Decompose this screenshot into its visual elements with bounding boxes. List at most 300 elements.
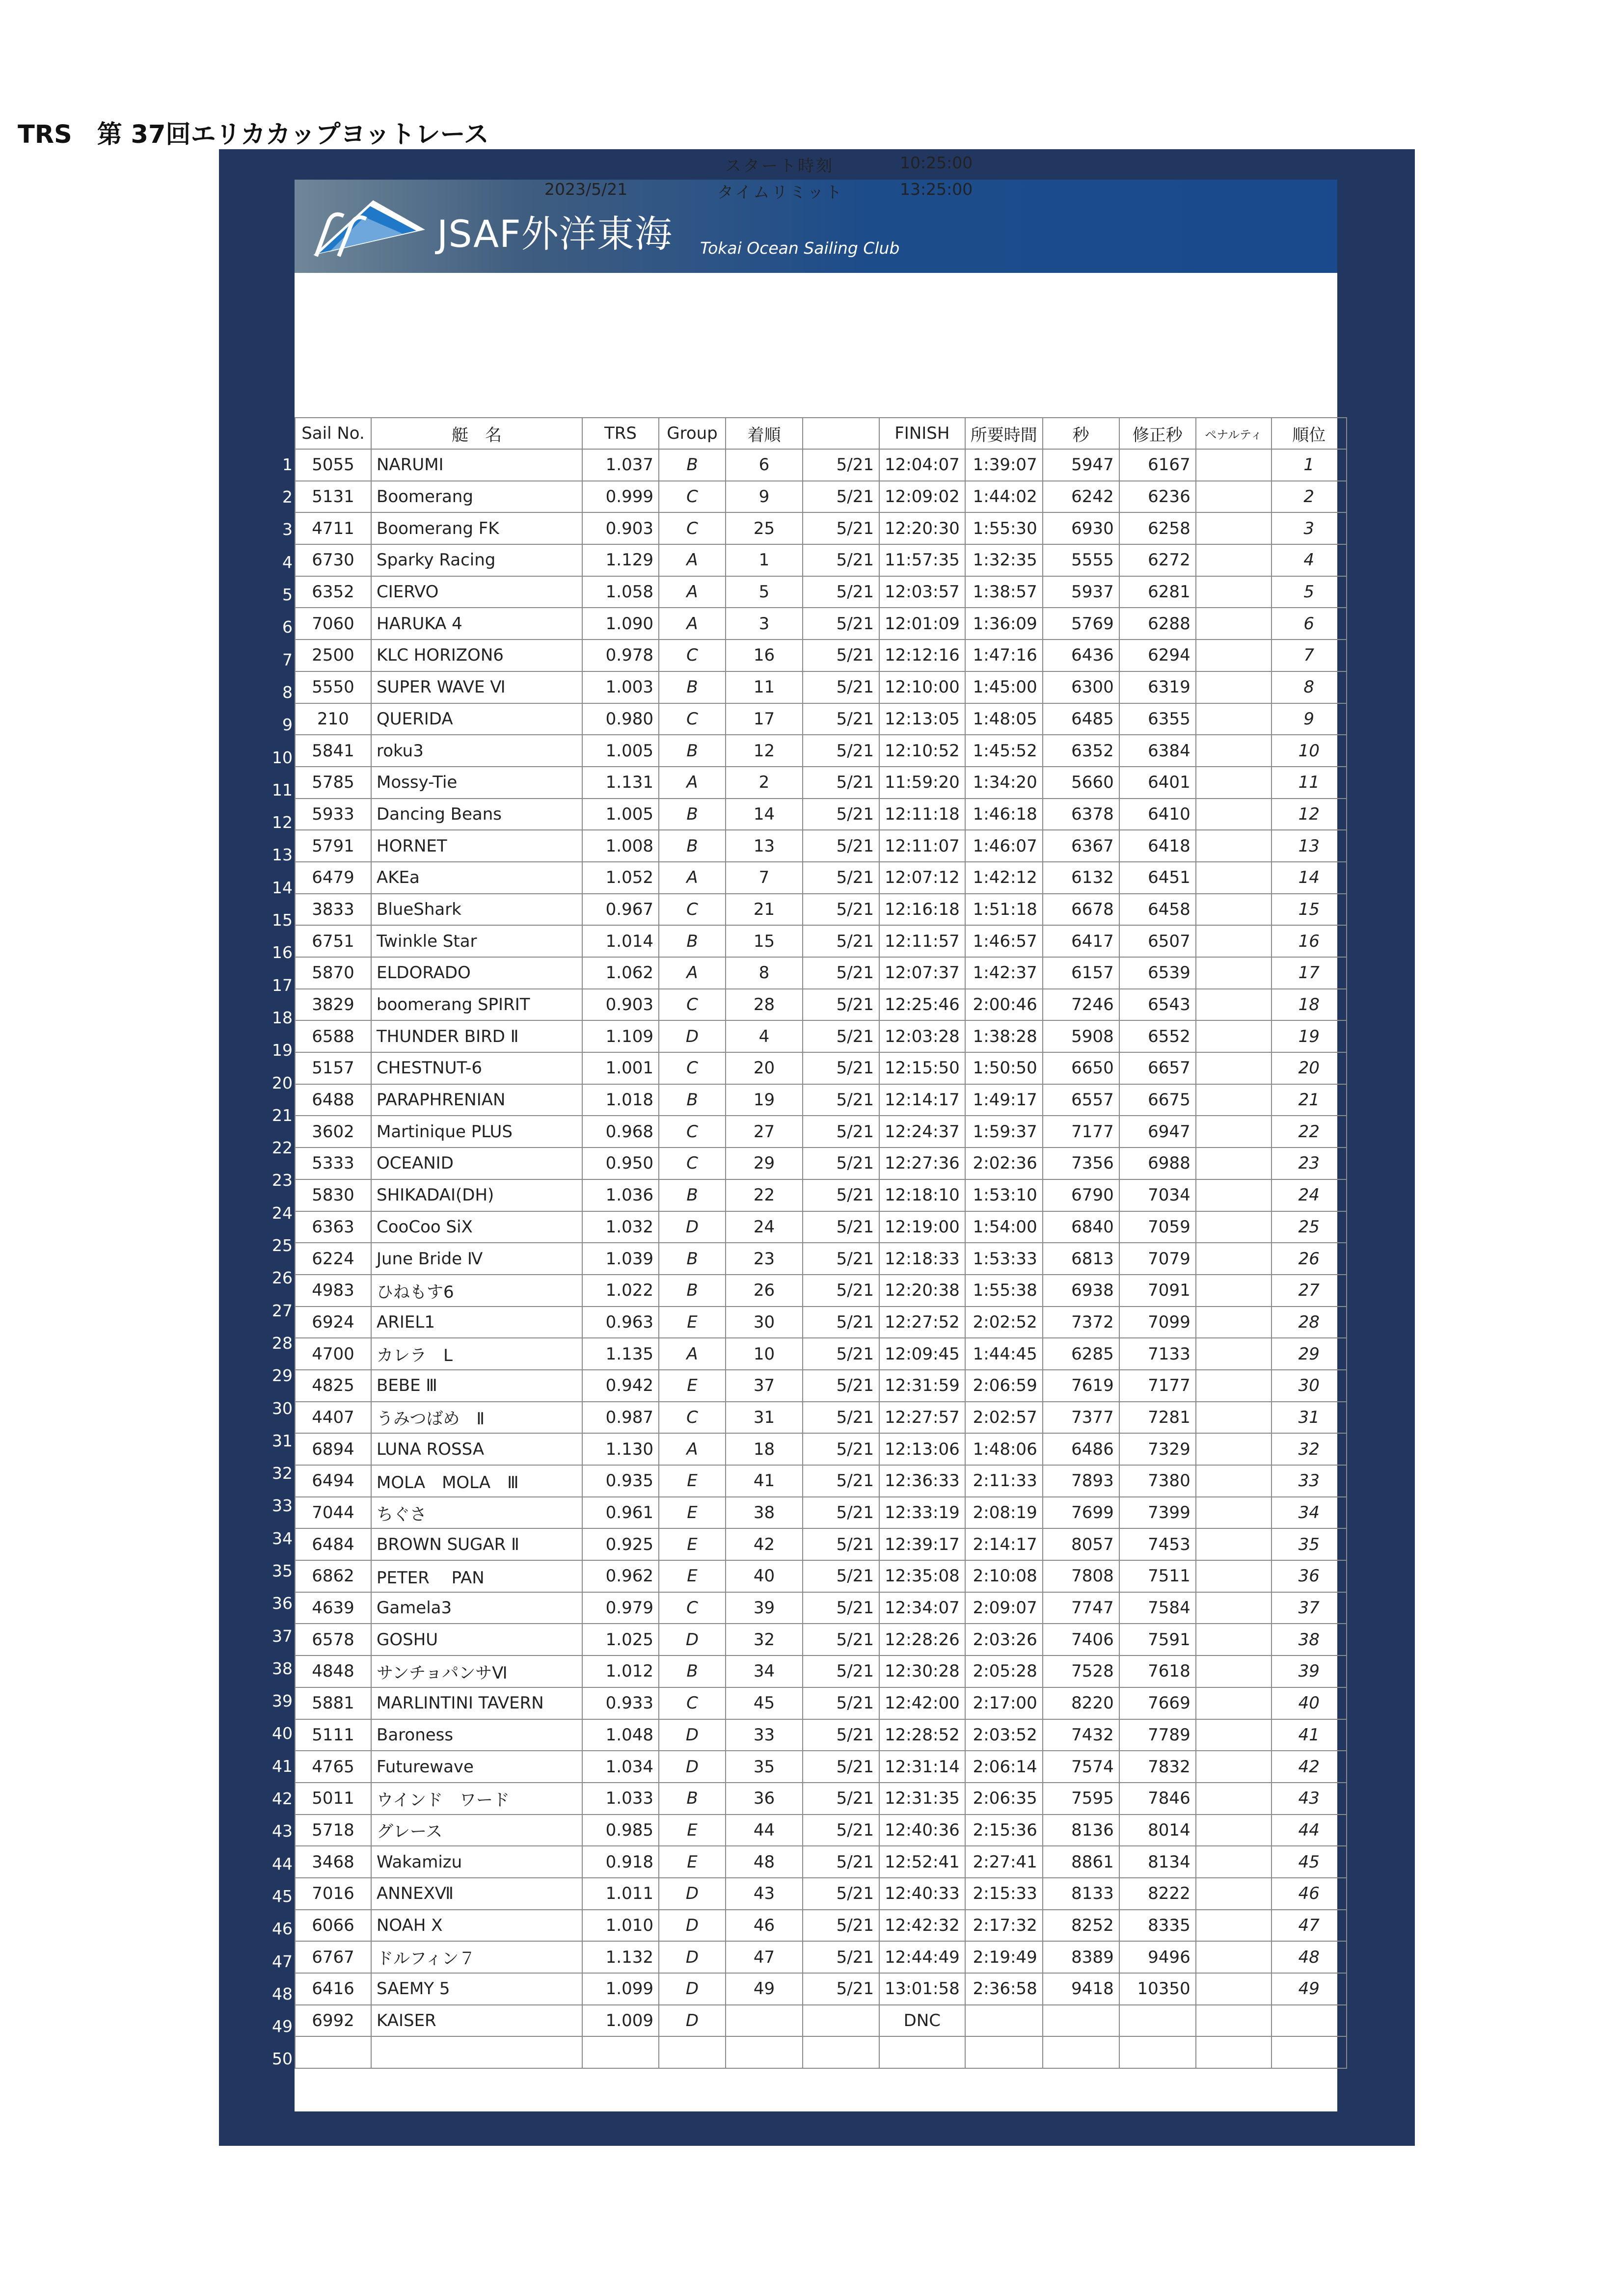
trs-cell: 0.903	[582, 989, 659, 1021]
rank-cell: 46	[1271, 1878, 1347, 1910]
corrected-seconds-cell: 6418	[1119, 830, 1196, 862]
seconds-cell: 7808	[1043, 1560, 1119, 1592]
boat-name-cell: カレラ L	[371, 1338, 582, 1370]
seconds-cell: 8133	[1043, 1878, 1119, 1910]
sail-no-cell: 5550	[295, 671, 371, 703]
rank-cell: 31	[1271, 1402, 1347, 1434]
boat-name-cell: PETER PAN	[371, 1560, 582, 1592]
sail-no-cell: 4407	[295, 1402, 371, 1434]
elapsed-time-cell: 1:46:57	[965, 925, 1043, 957]
table-row	[295, 1338, 1347, 1370]
group-cell: E	[659, 1528, 726, 1560]
boat-name-cell: Mossy-Tie	[371, 767, 582, 799]
boat-name-cell: THUNDER BIRD Ⅱ	[371, 1020, 582, 1052]
boat-name-cell: ドルフィン７	[371, 1941, 582, 1973]
elapsed-time-cell: 1:34:20	[965, 767, 1043, 799]
col-header-sail-no: Sail No.	[295, 418, 371, 449]
penalty-cell	[1196, 767, 1271, 799]
col-header-date	[803, 418, 879, 449]
corrected-seconds-cell: 7669	[1119, 1687, 1196, 1719]
finish-order-cell: 40	[726, 1560, 803, 1592]
group-cell: A	[659, 1433, 726, 1465]
table-row	[295, 1655, 1347, 1687]
sail-no-cell: 4825	[295, 1370, 371, 1402]
group-cell: A	[659, 1338, 726, 1370]
finish-order-cell: 24	[726, 1211, 803, 1243]
finish-time-cell: 13:01:58	[879, 1973, 965, 2005]
penalty-cell	[1196, 1560, 1271, 1592]
sail-no-cell: 6352	[295, 576, 371, 608]
group-cell: C	[659, 1592, 726, 1624]
seconds-cell: 6417	[1043, 925, 1119, 957]
finish-order-cell: 39	[726, 1592, 803, 1624]
elapsed-time-cell: 2:02:36	[965, 1148, 1043, 1179]
finish-date-cell: 5/21	[803, 544, 879, 576]
elapsed-time-cell: 1:45:52	[965, 735, 1043, 767]
finish-date-cell: 5/21	[803, 1973, 879, 2005]
table-row	[295, 1528, 1347, 1560]
seconds-cell: 7619	[1043, 1370, 1119, 1402]
penalty-cell	[1196, 1433, 1271, 1465]
sail-logo-icon	[309, 191, 427, 260]
trs-cell: 1.014	[582, 925, 659, 957]
col-header-seconds: 秒	[1043, 418, 1119, 449]
sail-no-cell: 210	[295, 703, 371, 735]
rank-cell: 43	[1271, 1783, 1347, 1815]
boat-name-cell: Twinkle Star	[371, 925, 582, 957]
finish-order-cell: 2	[726, 767, 803, 799]
finish-date-cell: 5/21	[803, 767, 879, 799]
finish-time-cell: 12:39:17	[879, 1528, 965, 1560]
boat-name-cell: roku3	[371, 735, 582, 767]
sail-no-cell: 3468	[295, 1846, 371, 1878]
group-cell: D	[659, 1751, 726, 1783]
finish-time-cell	[879, 2036, 965, 2068]
elapsed-time-cell: 1:42:12	[965, 862, 1043, 894]
trs-cell: 0.985	[582, 1815, 659, 1846]
elapsed-time-cell: 1:44:02	[965, 481, 1043, 513]
corrected-seconds-cell: 6947	[1119, 1116, 1196, 1148]
time-limit-value: 13:25:00	[900, 180, 973, 199]
sail-no-cell: 6363	[295, 1211, 371, 1243]
group-cell: E	[659, 1370, 726, 1402]
elapsed-time-cell: 2:00:46	[965, 989, 1043, 1021]
trs-cell: 1.131	[582, 767, 659, 799]
trs-cell: 1.132	[582, 1941, 659, 1973]
finish-order-cell: 49	[726, 1973, 803, 2005]
penalty-cell	[1196, 671, 1271, 703]
finish-time-cell: 12:42:00	[879, 1687, 965, 1719]
finish-order-cell: 22	[726, 1179, 803, 1211]
rank-cell: 44	[1271, 1815, 1347, 1846]
group-cell: E	[659, 1846, 726, 1878]
boat-name-cell: うみつばめ Ⅱ	[371, 1402, 582, 1434]
penalty-cell	[1196, 512, 1271, 544]
finish-date-cell: 5/21	[803, 1846, 879, 1878]
rank-cell: 45	[1271, 1846, 1347, 1878]
sail-no-cell: 4983	[295, 1275, 371, 1307]
corrected-seconds-cell: 7591	[1119, 1624, 1196, 1655]
trs-cell: 0.950	[582, 1148, 659, 1179]
seconds-cell: 6813	[1043, 1243, 1119, 1275]
table-row	[295, 735, 1347, 767]
table-row	[295, 2036, 1347, 2068]
seconds-cell: 6285	[1043, 1338, 1119, 1370]
trs-cell: 1.022	[582, 1275, 659, 1307]
penalty-cell	[1196, 735, 1271, 767]
table-row	[295, 894, 1347, 926]
rank-cell: 27	[1271, 1275, 1347, 1307]
row-number: 36	[272, 1594, 293, 1613]
seconds-cell: 7377	[1043, 1402, 1119, 1434]
row-number: 46	[272, 1919, 293, 1939]
elapsed-time-cell: 2:17:32	[965, 1910, 1043, 1942]
rank-cell: 36	[1271, 1560, 1347, 1592]
group-cell: D	[659, 1719, 726, 1751]
penalty-cell	[1196, 799, 1271, 830]
elapsed-time-cell: 2:14:17	[965, 1528, 1043, 1560]
finish-date-cell: 5/21	[803, 1815, 879, 1846]
elapsed-time-cell: 1:48:06	[965, 1433, 1043, 1465]
penalty-cell	[1196, 1624, 1271, 1655]
table-row	[295, 862, 1347, 894]
seconds-cell: 7246	[1043, 989, 1119, 1021]
finish-order-cell: 41	[726, 1465, 803, 1497]
penalty-cell	[1196, 1719, 1271, 1751]
table-row	[295, 671, 1347, 703]
table-row	[295, 1719, 1347, 1751]
finish-time-cell: 12:33:19	[879, 1497, 965, 1529]
finish-date-cell: 5/21	[803, 1084, 879, 1116]
boat-name-cell: ウインド ワード	[371, 1783, 582, 1815]
row-number: 35	[272, 1561, 293, 1580]
finish-time-cell: 12:28:26	[879, 1624, 965, 1655]
elapsed-time-cell: 1:55:38	[965, 1275, 1043, 1307]
corrected-seconds-cell: 8222	[1119, 1878, 1196, 1910]
col-header-corrected: 修正秒	[1119, 418, 1196, 449]
table-row	[295, 830, 1347, 862]
boat-name-cell: June Bride Ⅳ	[371, 1243, 582, 1275]
sail-no-cell: 5785	[295, 767, 371, 799]
finish-time-cell: 12:34:07	[879, 1592, 965, 1624]
finish-order-cell: 7	[726, 862, 803, 894]
elapsed-time-cell: 1:46:07	[965, 830, 1043, 862]
finish-order-cell: 19	[726, 1084, 803, 1116]
finish-order-cell: 45	[726, 1687, 803, 1719]
elapsed-time-cell: 1:48:05	[965, 703, 1043, 735]
corrected-seconds-cell: 6272	[1119, 544, 1196, 576]
finish-date-cell: 5/21	[803, 1910, 879, 1942]
elapsed-time-cell: 1:54:00	[965, 1211, 1043, 1243]
table-row	[295, 1116, 1347, 1148]
rank-cell: 14	[1271, 862, 1347, 894]
finish-date-cell: 5/21	[803, 1592, 879, 1624]
boat-name-cell: Baroness	[371, 1719, 582, 1751]
boat-name-cell: BROWN SUGAR Ⅱ	[371, 1528, 582, 1560]
trs-cell: 0.978	[582, 640, 659, 671]
row-number: 29	[272, 1366, 293, 1386]
finish-order-cell: 26	[726, 1275, 803, 1307]
sail-no-cell: 5933	[295, 799, 371, 830]
corrected-seconds-cell: 7059	[1119, 1211, 1196, 1243]
trs-cell: 1.090	[582, 608, 659, 640]
sail-no-cell: 5841	[295, 735, 371, 767]
corrected-seconds-cell: 6401	[1119, 767, 1196, 799]
finish-order-cell: 5	[726, 576, 803, 608]
group-cell: C	[659, 1116, 726, 1148]
rank-cell: 15	[1271, 894, 1347, 926]
finish-date-cell: 5/21	[803, 1465, 879, 1497]
corrected-seconds-cell: 7329	[1119, 1433, 1196, 1465]
row-number: 1	[282, 454, 293, 474]
table-row	[295, 1307, 1347, 1338]
table-row	[295, 1846, 1347, 1878]
finish-time-cell: 12:28:52	[879, 1719, 965, 1751]
corrected-seconds-cell: 7133	[1119, 1338, 1196, 1370]
sail-no-cell: 6224	[295, 1243, 371, 1275]
trs-cell: 1.033	[582, 1783, 659, 1815]
rank-cell: 7	[1271, 640, 1347, 671]
sail-no-cell: 4711	[295, 512, 371, 544]
race-date: 2023/5/21	[544, 180, 628, 199]
results-body	[295, 449, 1347, 2068]
boat-name-cell: SUPER WAVE Ⅵ	[371, 671, 582, 703]
seconds-cell: 6840	[1043, 1211, 1119, 1243]
penalty-cell	[1196, 1148, 1271, 1179]
boat-name-cell: NOAH X	[371, 1910, 582, 1942]
corrected-seconds-cell: 6988	[1119, 1148, 1196, 1179]
row-number: 31	[272, 1431, 293, 1450]
group-cell: B	[659, 449, 726, 481]
trs-cell: 1.058	[582, 576, 659, 608]
group-cell: B	[659, 735, 726, 767]
table-row	[295, 1020, 1347, 1052]
penalty-cell	[1196, 1179, 1271, 1211]
elapsed-time-cell: 2:10:08	[965, 1560, 1043, 1592]
finish-order-cell: 1	[726, 544, 803, 576]
sail-no-cell: 5011	[295, 1783, 371, 1815]
seconds-cell: 7528	[1043, 1655, 1119, 1687]
table-row	[295, 1624, 1347, 1655]
rank-cell: 22	[1271, 1116, 1347, 1148]
row-number: 47	[272, 1951, 293, 1971]
elapsed-time-cell: 1:53:10	[965, 1179, 1043, 1211]
trs-cell: 1.109	[582, 1020, 659, 1052]
finish-time-cell: 12:09:02	[879, 481, 965, 513]
finish-date-cell: 5/21	[803, 799, 879, 830]
finish-order-cell: 46	[726, 1910, 803, 1942]
row-number: 15	[272, 910, 293, 930]
col-header-order: 着順	[726, 418, 803, 449]
seconds-cell: 6486	[1043, 1433, 1119, 1465]
corrected-seconds-cell: 6355	[1119, 703, 1196, 735]
table-row	[295, 481, 1347, 513]
group-cell: B	[659, 1084, 726, 1116]
row-number: 6	[282, 617, 293, 637]
boat-name-cell: Gamela3	[371, 1592, 582, 1624]
finish-order-cell: 20	[726, 1052, 803, 1084]
sail-no-cell: 7044	[295, 1497, 371, 1529]
group-cell: C	[659, 640, 726, 671]
trs-cell: 1.129	[582, 544, 659, 576]
row-number: 38	[272, 1658, 293, 1678]
row-number: 50	[272, 2049, 293, 2069]
elapsed-time-cell: 1:59:37	[965, 1116, 1043, 1148]
group-cell: A	[659, 862, 726, 894]
row-number: 13	[272, 845, 293, 865]
penalty-cell	[1196, 1910, 1271, 1942]
col-header-name: 艇 名	[371, 418, 582, 449]
table-row	[295, 1783, 1347, 1815]
rank-cell: 1	[1271, 449, 1347, 481]
sail-no-cell: 6862	[295, 1560, 371, 1592]
finish-order-cell: 16	[726, 640, 803, 671]
finish-date-cell: 5/21	[803, 1370, 879, 1402]
table-row	[295, 1179, 1347, 1211]
finish-order-cell: 6	[726, 449, 803, 481]
elapsed-time-cell: 1:45:00	[965, 671, 1043, 703]
table-row	[295, 767, 1347, 799]
rank-cell: 8	[1271, 671, 1347, 703]
corrected-seconds-cell: 6236	[1119, 481, 1196, 513]
row-number: 34	[272, 1528, 293, 1548]
row-number: 8	[282, 682, 293, 702]
elapsed-time-cell: 1:38:28	[965, 1020, 1043, 1052]
finish-time-cell: 12:20:30	[879, 512, 965, 544]
sail-no-cell: 6992	[295, 2005, 371, 2037]
row-number: 32	[272, 1464, 293, 1483]
results-table	[295, 417, 1347, 2069]
row-number: 26	[272, 1268, 293, 1288]
corrected-seconds-cell: 7789	[1119, 1719, 1196, 1751]
corrected-seconds-cell: 7453	[1119, 1528, 1196, 1560]
finish-time-cell: 12:31:35	[879, 1783, 965, 1815]
finish-order-cell: 34	[726, 1655, 803, 1687]
sail-no-cell: 3829	[295, 989, 371, 1021]
penalty-cell	[1196, 1243, 1271, 1275]
row-number: 12	[272, 813, 293, 832]
table-row	[295, 2005, 1347, 2037]
finish-time-cell: 12:44:49	[879, 1941, 965, 1973]
table-row	[295, 703, 1347, 735]
finish-order-cell: 37	[726, 1370, 803, 1402]
finish-time-cell: 12:03:57	[879, 576, 965, 608]
boat-name-cell: GOSHU	[371, 1624, 582, 1655]
finish-date-cell: 5/21	[803, 1402, 879, 1434]
corrected-seconds-cell: 6410	[1119, 799, 1196, 830]
boat-name-cell: CIERVO	[371, 576, 582, 608]
trs-cell: 1.005	[582, 799, 659, 830]
boat-name-cell: HARUKA 4	[371, 608, 582, 640]
finish-time-cell: 12:11:07	[879, 830, 965, 862]
rank-cell	[1271, 2005, 1347, 2037]
rank-cell: 28	[1271, 1307, 1347, 1338]
penalty-cell	[1196, 1878, 1271, 1910]
finish-order-cell: 14	[726, 799, 803, 830]
finish-order-cell: 31	[726, 1402, 803, 1434]
seconds-cell: 7747	[1043, 1592, 1119, 1624]
table-row	[295, 1910, 1347, 1942]
finish-date-cell: 5/21	[803, 449, 879, 481]
group-cell: D	[659, 1973, 726, 2005]
corrected-seconds-cell: 6552	[1119, 1020, 1196, 1052]
rank-cell: 40	[1271, 1687, 1347, 1719]
boat-name-cell: サンチョパンサⅥ	[371, 1655, 582, 1687]
sail-no-cell: 6588	[295, 1020, 371, 1052]
rank-cell: 24	[1271, 1179, 1347, 1211]
penalty-cell	[1196, 925, 1271, 957]
sail-no-cell: 5131	[295, 481, 371, 513]
seconds-cell: 6485	[1043, 703, 1119, 735]
corrected-seconds-cell	[1119, 2036, 1196, 2068]
finish-date-cell: 5/21	[803, 1624, 879, 1655]
corrected-seconds-cell	[1119, 2005, 1196, 2037]
row-number: 20	[272, 1073, 293, 1093]
elapsed-time-cell: 1:49:17	[965, 1084, 1043, 1116]
rank-cell: 21	[1271, 1084, 1347, 1116]
seconds-cell: 8057	[1043, 1528, 1119, 1560]
seconds-cell: 5769	[1043, 608, 1119, 640]
finish-date-cell: 5/21	[803, 1211, 879, 1243]
trs-cell: 1.005	[582, 735, 659, 767]
boat-name-cell: QUERIDA	[371, 703, 582, 735]
col-header-rank: 順位	[1271, 418, 1347, 449]
seconds-cell: 6678	[1043, 894, 1119, 926]
trs-cell: 0.980	[582, 703, 659, 735]
rank-cell: 12	[1271, 799, 1347, 830]
sail-no-cell: 5055	[295, 449, 371, 481]
corrected-seconds-cell: 8014	[1119, 1815, 1196, 1846]
penalty-cell	[1196, 1052, 1271, 1084]
seconds-cell: 7177	[1043, 1116, 1119, 1148]
seconds-cell: 5937	[1043, 576, 1119, 608]
corrected-seconds-cell: 6384	[1119, 735, 1196, 767]
rank-cell: 2	[1271, 481, 1347, 513]
rank-cell: 39	[1271, 1655, 1347, 1687]
sail-no-cell: 5881	[295, 1687, 371, 1719]
penalty-cell	[1196, 1465, 1271, 1497]
elapsed-time-cell: 2:02:57	[965, 1402, 1043, 1434]
table-row	[295, 512, 1347, 544]
boat-name-cell	[371, 2036, 582, 2068]
finish-order-cell: 21	[726, 894, 803, 926]
table-row	[295, 1560, 1347, 1592]
rank-cell: 4	[1271, 544, 1347, 576]
group-cell: D	[659, 1624, 726, 1655]
sail-no-cell: 6488	[295, 1084, 371, 1116]
row-number: 28	[272, 1333, 293, 1353]
trs-cell: 1.008	[582, 830, 659, 862]
elapsed-time-cell: 2:36:58	[965, 1973, 1043, 2005]
finish-order-cell: 10	[726, 1338, 803, 1370]
penalty-cell	[1196, 894, 1271, 926]
table-row	[295, 1751, 1347, 1783]
finish-date-cell: 5/21	[803, 957, 879, 989]
trs-cell: 1.009	[582, 2005, 659, 2037]
rank-cell: 9	[1271, 703, 1347, 735]
rank-cell: 35	[1271, 1528, 1347, 1560]
corrected-seconds-cell: 6288	[1119, 608, 1196, 640]
finish-order-cell: 30	[726, 1307, 803, 1338]
boat-name-cell: LUNA ROSSA	[371, 1433, 582, 1465]
finish-time-cell: 12:25:46	[879, 989, 965, 1021]
group-cell: B	[659, 1179, 726, 1211]
trs-cell: 0.967	[582, 894, 659, 926]
row-number: 44	[272, 1854, 293, 1873]
finish-date-cell: 5/21	[803, 481, 879, 513]
corrected-seconds-cell: 7380	[1119, 1465, 1196, 1497]
elapsed-time-cell: 1:51:18	[965, 894, 1043, 926]
